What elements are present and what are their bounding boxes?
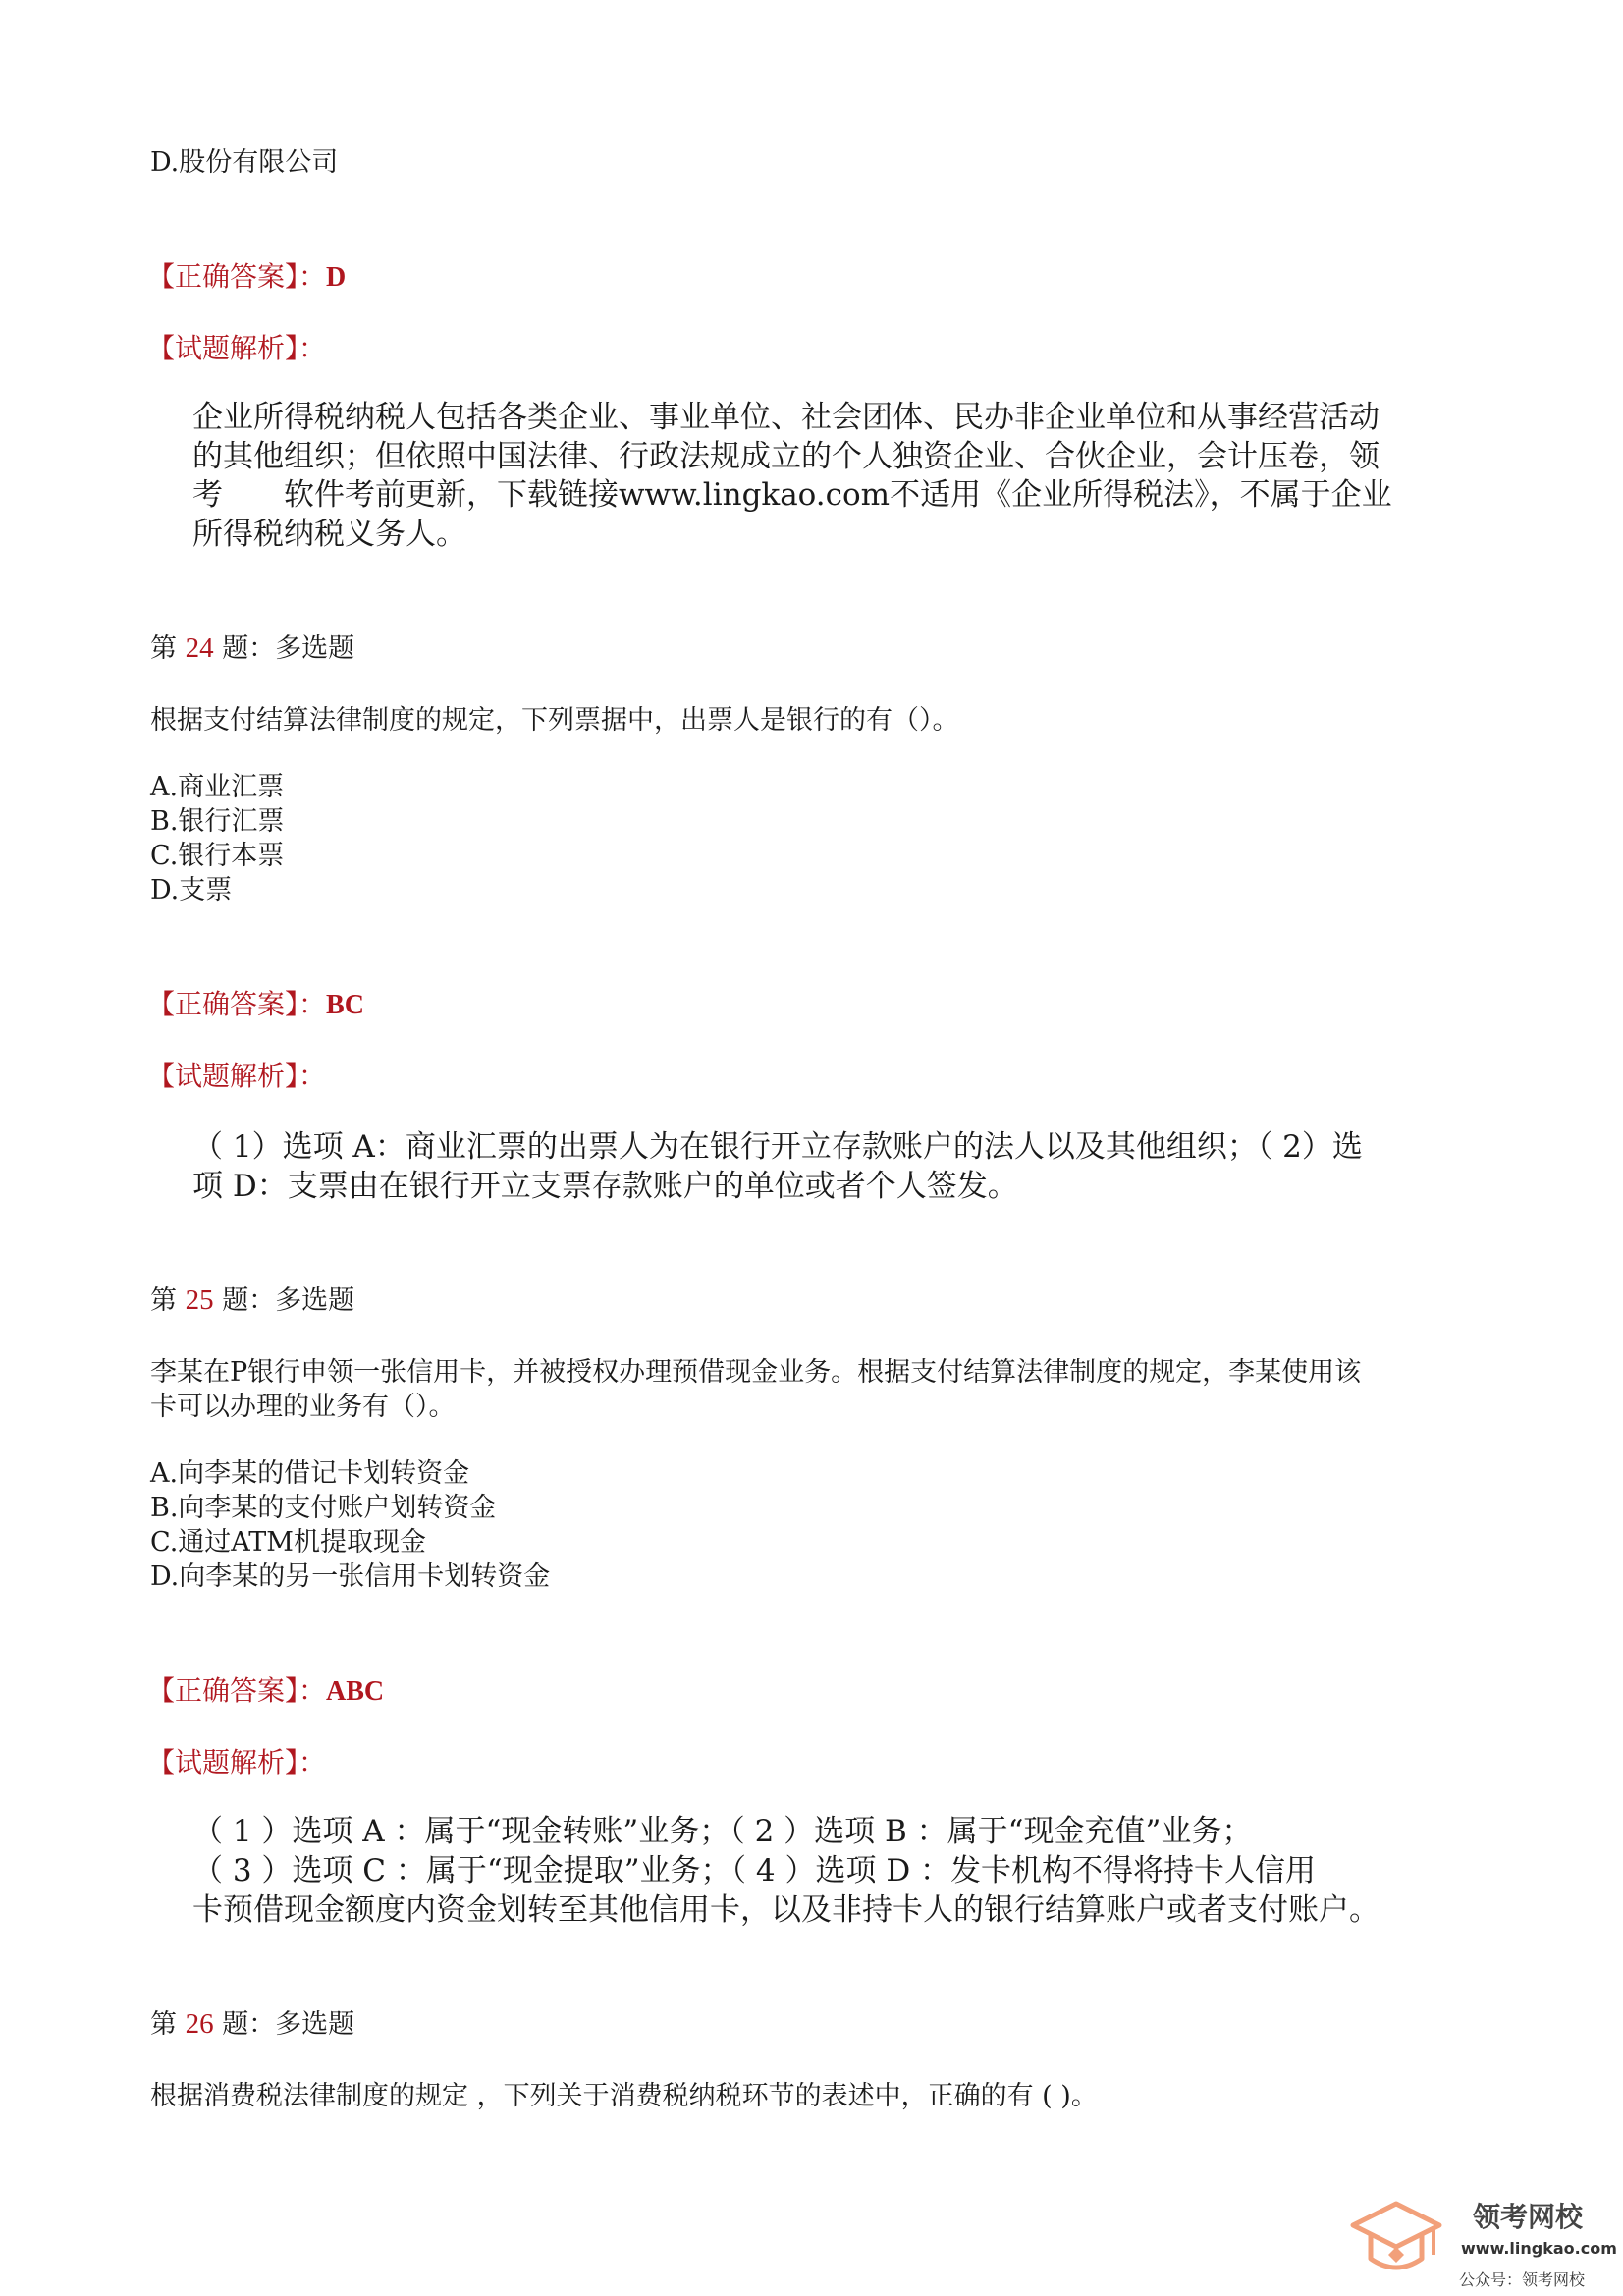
q25-option-d: D.向李某的另一张信用卡划转资金 [150, 1561, 551, 1592]
q24-option-a: A.商业汇票 [150, 772, 285, 802]
q-type: 题：多选题 [222, 2009, 355, 2040]
q25-analysis-line: 卡预借现金额度内资金划转至其他信用卡，以及非持卡人的银行结算账户或者支付账户。 [192, 1892, 1380, 1928]
answer-value: BC [326, 990, 364, 1020]
q24-heading [150, 627, 354, 665]
q24-analysis-line: 项 D：支票由在银行开立支票存款账户的单位或者个人签发。 [192, 1169, 1018, 1204]
logo-title: 领考网校 [1473, 2201, 1584, 2233]
q24-stem: 根据支付结算法律制度的规定，下列票据中，出票人是银行的有（）。 [150, 705, 959, 736]
q-prefix: 第 [150, 1285, 177, 1316]
answer-label: 【正确答案】： [147, 988, 327, 1020]
q-prefix: 第 [150, 2009, 177, 2040]
logo-wechat: 公众号：领考网校 [1459, 2270, 1586, 2289]
q23-answer [147, 255, 346, 295]
q25-stem-line: 卡可以办理的业务有（）。 [150, 1392, 456, 1422]
q23-analysis-line: 的其他组织；但依照中国法律、行政法规成立的个人独资企业、合伙企业，会计压卷，领 [192, 439, 1380, 474]
q23-analysis-line: 企业所得税纳税人包括各类企业、事业单位、社会团体、民办非企业单位和从事经营活动 [192, 400, 1380, 435]
q-type: 题：多选题 [222, 633, 355, 664]
q23-option-d: D.股份有限公司 [150, 147, 339, 178]
q25-heading [150, 1279, 354, 1317]
q24-analysis-label: 【试题解析】： [147, 1060, 327, 1092]
q23-analysis-line: 考 软件考前更新，下载链接www.lingkao.com不适用《企业所得税法》，不属于企业 [192, 477, 1392, 513]
q24-answer [147, 983, 364, 1022]
q-type: 题：多选题 [222, 1285, 355, 1316]
q26-heading [150, 2002, 354, 2041]
q-number: 24 [185, 632, 214, 664]
q24-analysis-line: （ 1）选项 A：商业汇票的出票人为在银行开立存款账户的法人以及其他组织；（ 2）选 [192, 1129, 1363, 1165]
q25-analysis-line: （ 1 ）选项 A ：属于“现金转账”业务；（ 2 ）选项 B ：属于“现金充值”业务； [192, 1814, 1253, 1849]
graduation-cap-logo-icon [1347, 2198, 1445, 2286]
answer-label: 【正确答案】： [147, 260, 327, 293]
q25-analysis-line: （ 3 ）选项 C ：属于“现金提取”业务；（ 4 ）选项 D ：发卡机构不得将持卡人信用 [192, 1853, 1317, 1888]
q25-option-c: C.通过ATM机提取现金 [150, 1527, 426, 1558]
q24-option-b: B.银行汇票 [150, 806, 285, 837]
q25-answer [147, 1669, 384, 1709]
q25-option-b: B.向李某的支付账户划转资金 [150, 1493, 497, 1523]
q25-stem-line: 李某在P银行申领一张信用卡，并被授权办理预借现金业务。根据支付结算法律制度的规定，李某使用该 [150, 1357, 1362, 1388]
q23-analysis-line: 所得税纳税义务人。 [192, 517, 466, 552]
q25-option-a: A.向李某的借记卡划转资金 [150, 1458, 470, 1489]
q-prefix: 第 [150, 633, 177, 664]
q-number: 26 [185, 2008, 214, 2040]
answer-label: 【正确答案】： [147, 1674, 327, 1707]
q23-analysis-label: 【试题解析】： [147, 332, 327, 364]
q24-option-c: C.银行本票 [150, 841, 285, 871]
answer-value: ABC [326, 1676, 385, 1707]
q24-option-d: D.支票 [150, 875, 233, 905]
q25-analysis-label: 【试题解析】： [147, 1746, 327, 1778]
answer-value: D [326, 262, 347, 293]
q26-stem: 根据消费税法律制度的规定 ，下列关于消费税纳税环节的表述中，正确的有 ( )。 [150, 2081, 1098, 2111]
logo-url: www.lingkao.com [1461, 2239, 1617, 2258]
q-number: 25 [185, 1285, 214, 1316]
